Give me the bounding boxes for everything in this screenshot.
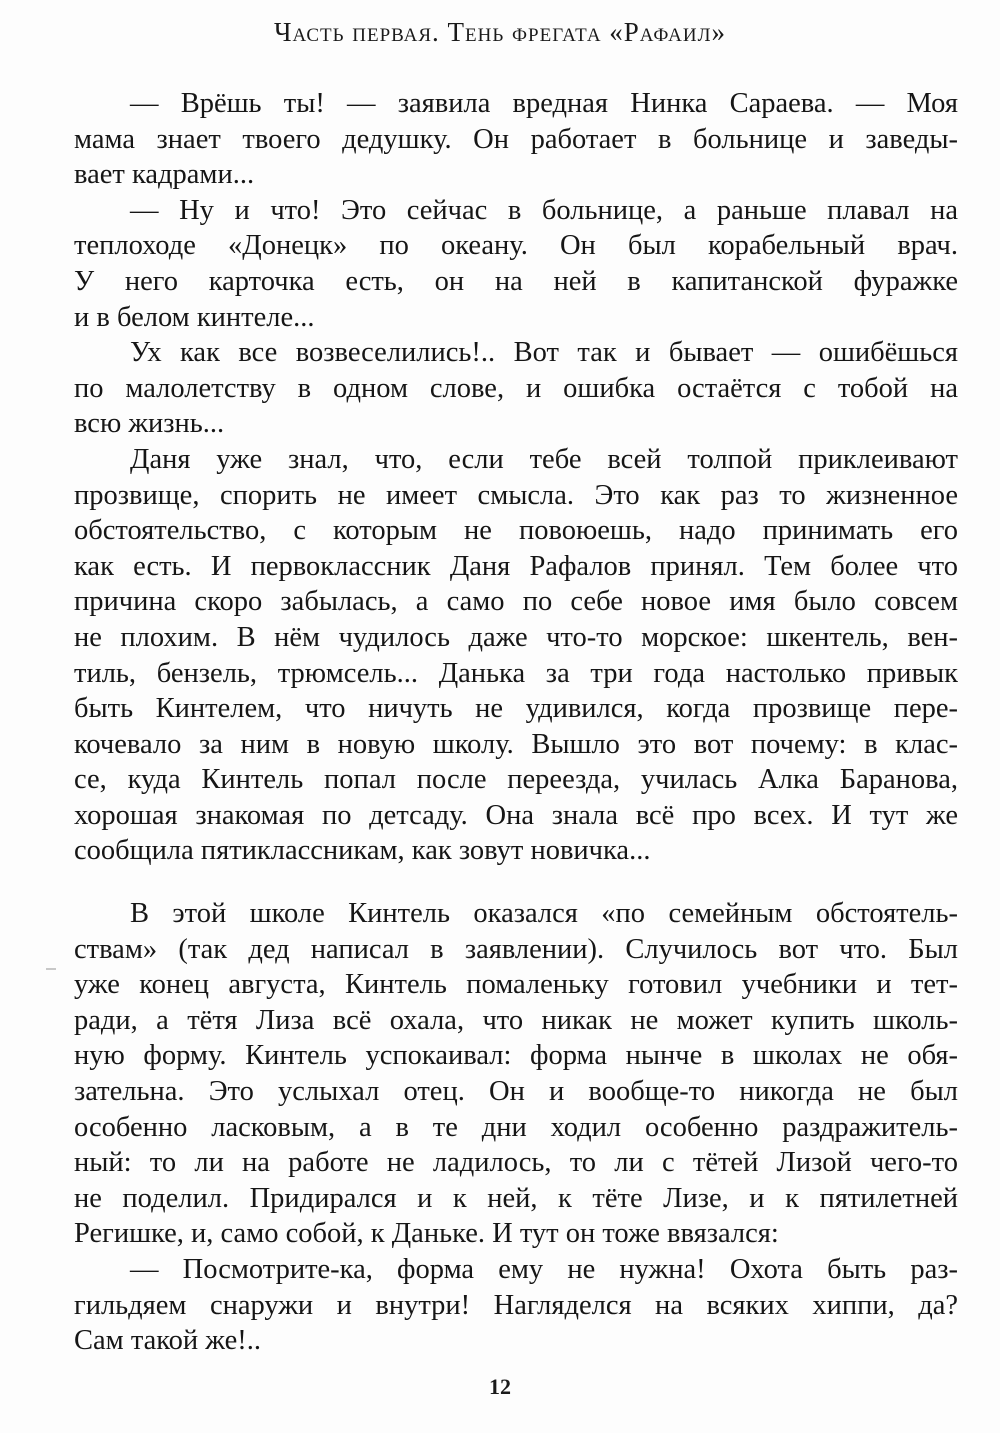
text-line: не поделил. Придирался и к ней, к тёте Лизе, и к пятилетней [74, 1182, 958, 1214]
text-line: уже конец августа, Кинтель помаленьку готовил учебники и тет- [74, 969, 958, 1001]
text-line: гильдяем снаружи и внутри! Нагляделся на всяких хиппи, да? [74, 1289, 958, 1321]
page-number: 12 [489, 1374, 511, 1399]
text-line: ную форму. Кинтель успокаивал: форма нынче в школах не обя- [74, 1040, 958, 1072]
text-line: вает кадрами... [74, 159, 255, 191]
text-line: особенно ласковым, а в те дни ходил особенно раздражитель- [74, 1111, 958, 1143]
text-block-2 [74, 896, 958, 1359]
text-line: сообщила пятиклассникам, как зовут новичка... [74, 835, 651, 867]
text-line: Сам такой же!.. [74, 1325, 262, 1357]
text-line: теплоходе «Донецк» по океану. Он был корабельный врач. [74, 230, 958, 262]
text-line: тиль, бензель, трюмсель... Данька за три года настолько привык [74, 657, 958, 689]
text-line: прозвище, спорить не имеет смысла. Это как раз то жизненное [74, 479, 958, 511]
text-line: — Врёшь ты! — заявила вредная Нинка Сараева. — Моя [130, 88, 958, 119]
text-line: зательна. Это услыхал отец. Он и вообще-то никогда не был [74, 1075, 958, 1107]
text-line: как есть. И первоклассник Даня Рафалов принял. Тем более что [74, 550, 958, 582]
scan-speck [46, 968, 56, 970]
text-line: по малолетству в одном слове, и ошибка остаётся с тобой на [74, 372, 958, 404]
text-line: В этой школе Кинтель оказался «по семейным обстоятель- [130, 898, 958, 929]
text-line: ради, а тётя Лиза всё охала, что никак не может купить школь- [74, 1004, 958, 1036]
text-line: быть Кинтелем, что ничуть не удивился, когда прозвище пере- [74, 693, 958, 725]
text-line: причина скоро забылась, а само по себе новое имя было совсем [74, 586, 958, 618]
running-head: Часть первая. Тень фрегата «Рафаил» [274, 17, 726, 47]
text-line: Регишке, и, само собой, к Даньке. И тут он тоже ввязался: [74, 1218, 779, 1250]
text-line: мама знает твоего дедушку. Он работает в больнице и заведы- [74, 123, 958, 155]
text-line: Ух как все возвеселились!.. Вот так и бывает — ошибёшься [130, 337, 958, 369]
text-line: — Ну и что! Это сейчас в больнице, а раньше плавал на [130, 194, 958, 226]
text-line: се, куда Кинтель попал после переезда, училась Алка Баранова, [74, 764, 958, 796]
text-line: обстоятельство, с которым не повоюешь, надо принимать его [74, 515, 958, 547]
text-line: У него карточка есть, он на ней в капитанской фуражке [74, 265, 958, 297]
text-line: Даня уже знал, что, если тебе всей толпой приклеивают [130, 443, 958, 475]
text-line: ный: то ли на работе не ладилось, то ли с тётей Лизой чего-то [74, 1147, 958, 1179]
text-line: ствам» (так дед написал в заявлении). Случилось вот что. Был [74, 933, 958, 965]
text-block-1 [74, 86, 958, 869]
text-line: хорошая знакомая по детсаду. Она знала всё про всех. И тут же [74, 799, 958, 831]
text-line: и в белом кинтеле... [74, 301, 315, 333]
text-line: — Посмотрите-ка, форма ему не нужна! Охота быть раз- [130, 1253, 958, 1285]
text-line: не плохим. В нём чудилось даже что-то морское: шкентель, вен- [74, 621, 958, 653]
text-line: кочевало за ним в новую школу. Вышло это вот почему: в клас- [74, 728, 958, 760]
text-line: всю жизнь... [74, 408, 225, 440]
